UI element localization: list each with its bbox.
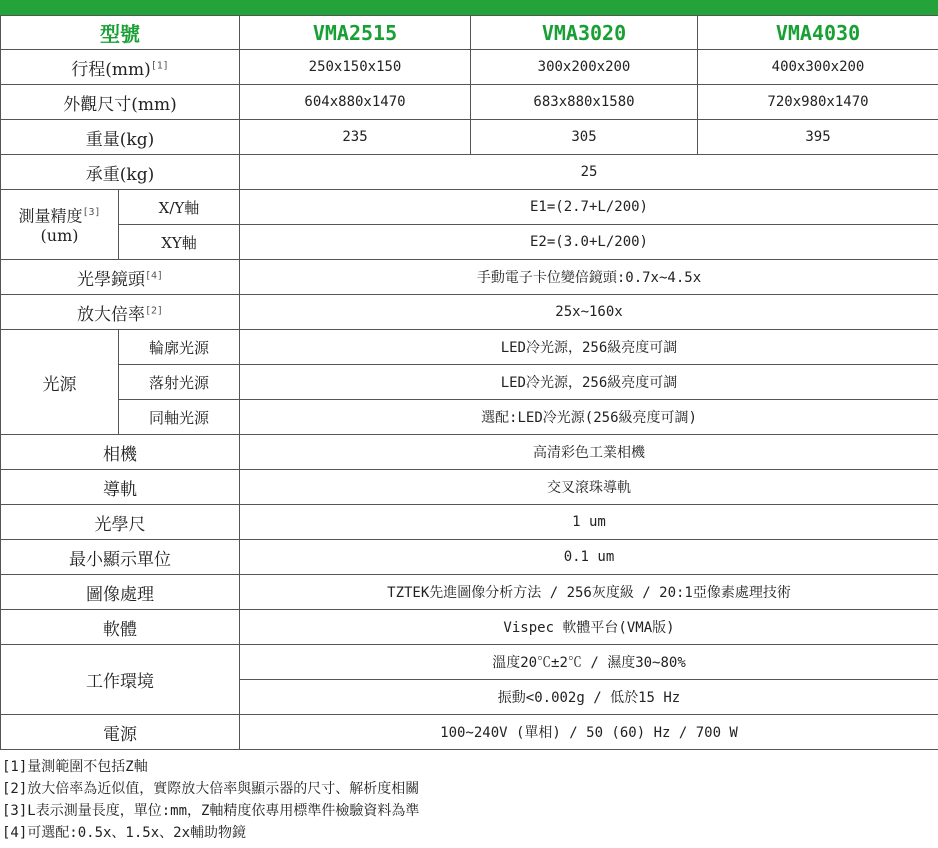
accuracy-row-1 xyxy=(1,190,938,225)
accuracy-label: 測量精度[3] (um) xyxy=(1,190,119,260)
accuracy-xy-plane-value: E2=(3.0+L/200) xyxy=(240,225,938,260)
model-vma3020: VMA3020 xyxy=(471,16,698,50)
model-header-label: 型號 xyxy=(1,16,240,50)
accuracy-xy-axis-label: X/Y軸 xyxy=(119,190,240,225)
camera-value: 高清彩色工業相機 xyxy=(240,435,938,470)
accuracy-row-2 xyxy=(1,225,938,260)
resolution-label: 最小顯示單位 xyxy=(1,540,240,575)
software-label: 軟體 xyxy=(1,610,240,645)
scale-row xyxy=(1,505,938,540)
guide-row xyxy=(1,470,938,505)
dimensions-value-vma4030: 720x980x1470 xyxy=(698,85,938,120)
image-processing-label: 圖像處理 xyxy=(1,575,240,610)
light-contour-value: LED冷光源，256級亮度可調 xyxy=(240,330,938,365)
accuracy-xy-axis-value: E1=(2.7+L/200) xyxy=(240,190,938,225)
dimensions-value-vma2515: 604x880x1470 xyxy=(240,85,471,120)
footnote-4: [4]可選配:0.5x、1.5x、2x輔助物鏡 xyxy=(2,825,247,841)
dimensions-label: 外觀尺寸(mm) xyxy=(1,85,240,120)
header-row xyxy=(1,16,938,50)
light-row-3 xyxy=(1,400,938,435)
optics-row xyxy=(1,260,938,295)
light-coaxial-value: 選配:LED冷光源(256級亮度可調) xyxy=(240,400,938,435)
power-label: 電源 xyxy=(1,715,240,750)
power-value: 100~240V (單相) / 50 (60) Hz / 700 W xyxy=(240,715,938,750)
travel-value-vma3020: 300x200x200 xyxy=(471,50,698,85)
footnote-3: [3]L表示測量長度，單位:mm，Z軸精度依專用標準件檢驗資料為準 xyxy=(2,803,420,819)
image-processing-row xyxy=(1,575,938,610)
weight-label: 重量(kg) xyxy=(1,120,240,155)
footnote-2: [2]放大倍率為近似值，實際放大倍率與顯示器的尺寸、解析度相關 xyxy=(2,781,420,797)
load-label: 承重(kg) xyxy=(1,155,240,190)
footnote-1: [1]量測範圍不包括Z軸 xyxy=(2,759,148,775)
light-surface-label: 落射光源 xyxy=(119,365,240,400)
guide-label: 導軌 xyxy=(1,470,240,505)
scale-value: 1 um xyxy=(240,505,938,540)
light-surface-value: LED冷光源，256級亮度可調 xyxy=(240,365,938,400)
magnification-value: 25x~160x xyxy=(240,295,938,330)
dimensions-row xyxy=(1,85,938,120)
optics-label: 光學鏡頭[4] xyxy=(1,260,240,295)
model-vma2515: VMA2515 xyxy=(240,16,471,50)
environment-temp-value: 溫度20℃±2℃ / 濕度30~80% xyxy=(240,645,938,680)
travel-row xyxy=(1,50,938,85)
footnotes xyxy=(2,756,419,844)
weight-value-vma2515: 235 xyxy=(240,120,471,155)
environment-vibration-value: 振動<0.002g / 低於15 Hz xyxy=(240,680,938,715)
accuracy-xy-plane-label: XY軸 xyxy=(119,225,240,260)
light-contour-label: 輪廓光源 xyxy=(119,330,240,365)
image-processing-value: TZTEK先進圖像分析方法 / 256灰度級 / 20:1亞像素處理技術 xyxy=(240,575,938,610)
guide-value: 交叉滾珠導軌 xyxy=(240,470,938,505)
optics-value: 手動電子卡位變倍鏡頭:0.7x~4.5x xyxy=(240,260,938,295)
light-coaxial-label: 同軸光源 xyxy=(119,400,240,435)
travel-label: 行程(mm)[1] xyxy=(1,50,240,85)
software-value: Vispec 軟體平台(VMA版) xyxy=(240,610,938,645)
load-value: 25 xyxy=(240,155,938,190)
software-row xyxy=(1,610,938,645)
scale-label: 光學尺 xyxy=(1,505,240,540)
resolution-row xyxy=(1,540,938,575)
camera-label: 相機 xyxy=(1,435,240,470)
power-row xyxy=(1,715,938,750)
light-label: 光源 xyxy=(1,330,119,435)
travel-value-vma2515: 250x150x150 xyxy=(240,50,471,85)
top-accent-bar xyxy=(0,0,938,15)
resolution-value: 0.1 um xyxy=(240,540,938,575)
environment-label: 工作環境 xyxy=(1,645,240,715)
light-row-1 xyxy=(1,330,938,365)
camera-row xyxy=(1,435,938,470)
model-vma4030: VMA4030 xyxy=(698,16,938,50)
weight-row xyxy=(1,120,938,155)
weight-value-vma4030: 395 xyxy=(698,120,938,155)
magnification-row xyxy=(1,295,938,330)
travel-value-vma4030: 400x300x200 xyxy=(698,50,938,85)
magnification-label: 放大倍率[2] xyxy=(1,295,240,330)
weight-value-vma3020: 305 xyxy=(471,120,698,155)
dimensions-value-vma3020: 683x880x1580 xyxy=(471,85,698,120)
spec-table xyxy=(0,15,938,750)
light-row-2 xyxy=(1,365,938,400)
load-row xyxy=(1,155,938,190)
environment-row-1 xyxy=(1,645,938,680)
